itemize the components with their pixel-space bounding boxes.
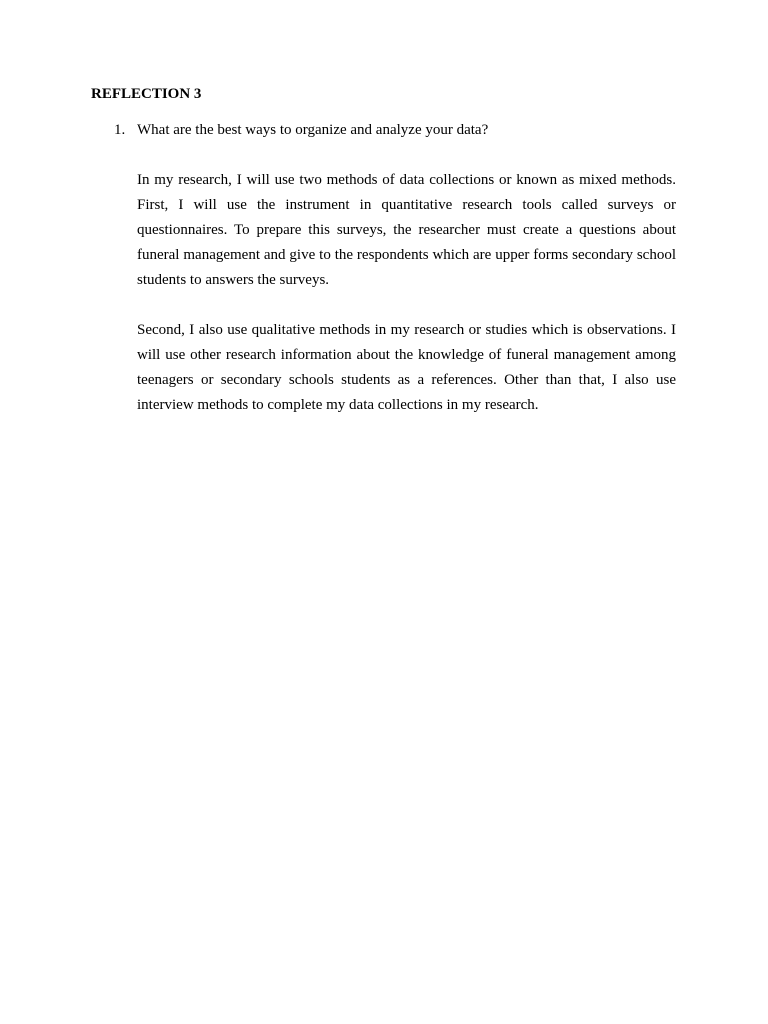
question-number: 1. — [114, 122, 126, 138]
answer-paragraph-2: Second, I also use qualitative methods in my research or studies which is observations. I will use other research information about the knowledge of funeral management among teenagers or secondary schools students as a references. Other than that, I also use interview methods to complete my data collections in my research. — [137, 322, 676, 413]
reflection-heading: REFLECTION 3 — [91, 86, 202, 102]
question-text: What are the best ways to organize and analyze your data? — [137, 122, 489, 138]
answer-paragraph-1: In my research, I will use two methods of data collections or known as mixed methods. First, I will use the instrument in quantitative research tools called surveys or questionnaires. To prepare this surveys, the researcher must create a questions about funeral management and give to the respondents which are upper forms secondary school students to answers the surveys. — [137, 172, 676, 288]
question-item — [114, 121, 488, 139]
